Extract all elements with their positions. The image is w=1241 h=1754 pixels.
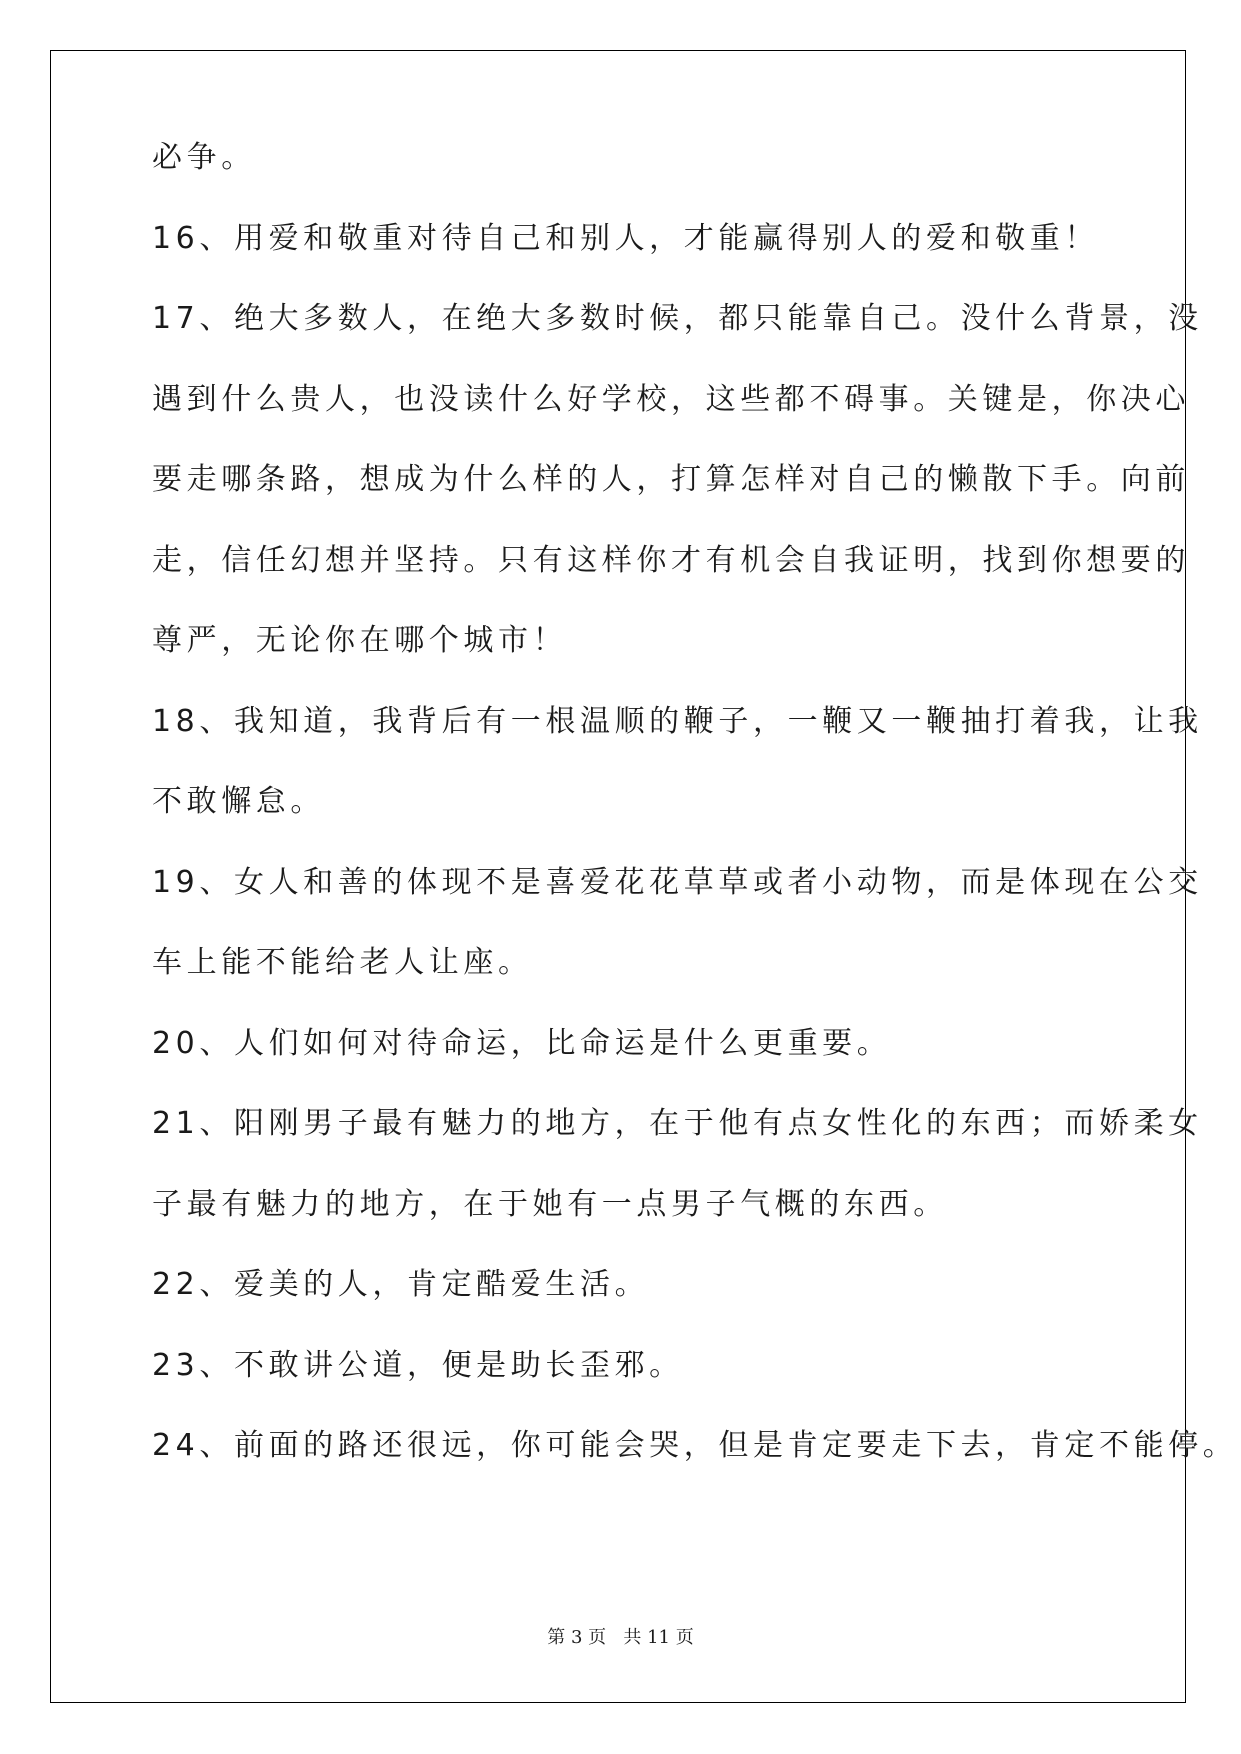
- text-line: 不敢懈怠。: [152, 784, 325, 819]
- text-line: 要走哪条路，想成为什么样的人，打算怎样对自己的懒散下手。向前: [152, 462, 1190, 497]
- text-line: 17、绝大多数人，在绝大多数时候，都只能靠自己。没什么背景，没: [152, 301, 1203, 336]
- text-line: 24、前面的路还很远，你可能会哭，但是肯定要走下去，肯定不能停。: [152, 1428, 1238, 1463]
- text-line: 尊严，无论你在哪个城市！: [152, 623, 568, 658]
- text-line: 走，信任幻想并坚持。只有这样你才有机会自我证明，找到你想要的: [152, 542, 1190, 578]
- text-line: 必争。: [152, 140, 256, 175]
- text-line: 19、女人和善的体现不是喜爱花花草草或者小动物，而是体现在公交: [152, 864, 1203, 900]
- text-line: 16、用爱和敬重对待自己和别人，才能赢得别人的爱和敬重！: [152, 220, 1099, 256]
- page-total: 共 11 页: [623, 1627, 694, 1648]
- document-body: [152, 140, 1238, 1487]
- text-line: 遇到什么贵人，也没读什么好学校，这些都不碍事。关键是，你决心: [152, 381, 1190, 417]
- page-number: 第 3 页: [547, 1627, 607, 1648]
- text-line: 21、阳刚男子最有魅力的地方，在于他有点女性化的东西；而娇柔女: [152, 1106, 1203, 1141]
- text-line: 23、不敢讲公道，便是助长歪邪。: [152, 1347, 684, 1383]
- text-line: 22、爱美的人，肯定酷爱生活。: [152, 1267, 650, 1302]
- text-line: 18、我知道，我背后有一根温顺的鞭子，一鞭又一鞭抽打着我，让我: [152, 703, 1203, 739]
- text-line: 子最有魅力的地方，在于她有一点男子气概的东西。: [152, 1186, 948, 1222]
- text-line: 车上能不能给老人让座。: [152, 945, 533, 980]
- text-line: 20、人们如何对待命运，比命运是什么更重要。: [152, 1025, 892, 1061]
- page-footer: [0, 1623, 1241, 1649]
